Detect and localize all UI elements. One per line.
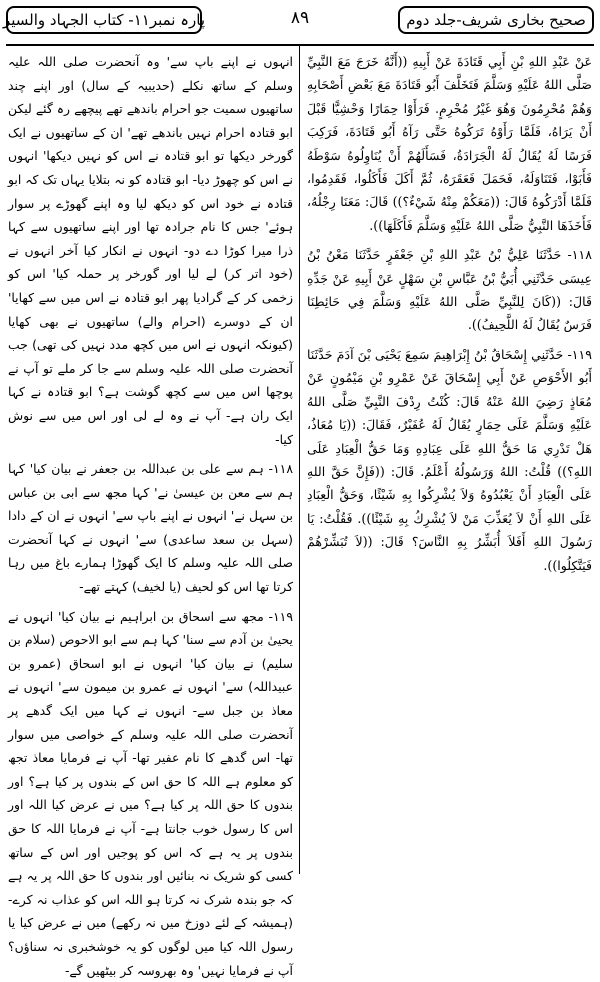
urdu-translation-118: ۱۱۸- ہم سے علی بن عبداللہ بن جعفر نے بیان کیا' کہا ہم سے معن بن عیسیٰ نے' کہا مجھ سے ابی بن عباس بن سہل نے' انہوں نے اپنے باپ سے' انہوں نے ان کے دادا (سہل بن سعد ساعدی) سے' انہوں نے کہا آنحضرت صلی اللہ علیہ وسلم کا ایک گھوڑا ہمارے باغ میں رہا کرتا تھا اس کو لحیف (یا لخیف) کہتے تھے-: [8, 461, 293, 595]
book-page: [2, 4, 594, 978]
book-title: صحیح بخاری شریف-جلد دوم: [398, 6, 594, 34]
section-title: پارہ نمبر۱۱- کتاب الجہاد والسیر: [6, 6, 202, 34]
arabic-hadith-117: عَنْ عَبْدِ اللهِ بْنِ أَبِي قَتَادَةَ عَنْ أَبِيهِ ((أَنَّهُ خَرَجَ مَعَ النَّبِيِّ صَلَّى اللهُ عَلَيْهِ وَسَلَّمَ فَتَخَلَّفَ أَبُو قَتَادَةَ مَعَ بَعْضِ أَصْحَابِهِ وَهُمْ مُحْرِمُونَ وَهُوَ غَيْرُ مُحْرِمٍ. فَرَأَوْا حِمَارًا وَحْشِيًّا قَبْلَ أَنْ يَرَاهُ، فَلَمَّا رَأَوْهُ تَرَكُوهُ حَتَّى رَآهُ أَبُو قَتَادَةَ، فَرَكِبَ فَرَسًا لَهُ يُقَالُ لَهُ الْجَرَادَةُ، فَسَأَلَهُمْ أَنْ يُنَاوِلُوهُ سَوْطَهُ فَأَبَوْا، فَتَنَاوَلَهُ، فَحَمَلَ فَعَقَرَهُ، ثُمَّ أَكَلَ فَأَكَلُوا، فَقَدِمُوا، فَلَمَّا أَدْرَكُوهُ قَالَ: ((مَعَكُمْ مِنْهُ شَيْءٌ؟)) قَالَ: مَعَنَا رِجْلُهُ، فَأَخَذَهَا النَّبِيُّ صَلَّى اللهُ عَلَيْهِ وَسَلَّمَ فَأَكَلَهَا)).: [307, 54, 592, 233]
column-divider: [299, 46, 300, 874]
page-header: [2, 4, 594, 38]
urdu-translation-117: انہوں نے اپنے باپ سے' وہ آنحضرت صلی اللہ علیہ وسلم کے ساتھ نکلے (حدیبیہ کے سال) اور اپنے چند ساتھیوں سمیت جو احرام باندھے تھے پیچھے رہ گئے لیکن ابو قتادہ احرام نہیں باندھے تھے' ان کے ساتھیوں نے ایک گورخر دیکھا تو ابو قتادہ نے اس کو نہیں دیکھا' انہوں نے اس کو چھوڑ دیا- ابو قتادہ کو نہ بتلایا یہاں تک کہ ابو قتادہ نے خود اس کو دیکھ لیا وہ اپنے گھوڑے پر سوار ہوئے' جس کا نام جرادہ تھا اور اپنے ساتھیوں سے کہا ذرا میرا کوڑا دے دو- انہوں نے انکار کیا آخر انہوں نے (خود اتر کر) لے لیا اور گورخر پر حملہ کیا' اس کو زخمی کر کے گرادیا پھر ابو قتادہ نے اس میں سے کھایا' ان کے دوسرے (احرام والے) ساتھیوں نے بھی کھایا (کیونکہ انہوں نے اس میں کچھ مدد نہیں کی تھی) جب آنحضرت صلی اللہ علیہ وسلم سے جا کر ملے تو آپ نے پوچھا اس میں سے کچھ گوشت ہے؟ ابو قتادہ نے کہا ایک ران ہے- آپ نے وہ لے لی اور اس میں سے نوش کیا-: [8, 54, 293, 447]
arabic-hadith-118: ۱۱۸- حَدَّثَنَا عَلِيُّ بْنُ عَبْدِ اللهِ بْنِ جَعْفَرٍ حَدَّثَنَا مَعْنُ بْنُ عِيسَى حَدَّثَنِي أُبَيُّ بْنُ عَبَّاسِ بْنِ سَهْلٍ عَنْ أَبِيهِ عَنْ جَدِّهِ قَالَ: ((كَانَ لِلنَّبِيِّ صَلَّى اللهُ عَلَيْهِ وَسَلَّمَ فِي حَائِطِنَا فَرَسٌ يُقَالُ لَهُ اللَّحِيفُ)).: [307, 247, 592, 333]
arabic-hadith-119: ۱۱۹- حَدَّثَنِي إِسْحَاقُ بْنُ إِبْرَاهِيمَ سَمِعَ يَحْيَى بْنَ آدَمَ حَدَّثَنَا أَبُو الأَحْوَصِ عَنْ أَبِي إِسْحَاقَ عَنْ عَمْرِو بْنِ مَيْمُونٍ عَنْ مُعَاذٍ رَضِيَ اللهُ عَنْهُ قَالَ: كُنْتُ رِدْفَ النَّبِيِّ صَلَّى اللهُ عَلَيْهِ وَسَلَّمَ عَلَى حِمَارٍ يُقَالُ لَهُ عُفَيْرٌ، فَقَالَ: ((يَا مُعَاذُ، هَلْ تَدْرِي مَا حَقُّ اللهِ عَلَى عِبَادِهِ وَمَا حَقُّ الْعِبَادِ عَلَى اللهِ؟)) قُلْتُ: اللهُ وَرَسُولُهُ أَعْلَمُ. قَالَ: ((فَإِنَّ حَقَّ اللهِ عَلَى الْعِبَادِ أَنْ يَعْبُدُوهُ وَلاَ يُشْرِكُوا بِهِ شَيْئًا، وَحَقُّ الْعِبَادِ عَلَى اللهِ أَنْ لاَ يُعَذِّبَ مَنْ لاَ يُشْرِكُ بِهِ شَيْئًا)). فَقُلْتُ: يَا رَسُولَ اللهِ أَفَلاَ أُبَشِّرُ بِهِ النَّاسَ؟ قَالَ: ((لاَ تُبَشِّرْهُمْ فَيَتَّكِلُوا)).: [307, 346, 592, 573]
arabic-column: [307, 50, 592, 874]
urdu-translation-119: ۱۱۹- مجھ سے اسحاق بن ابراہیم نے بیان کیا' انہوں نے یحییٰ بن آدم سے سنا' کہا ہم سے ابو الاحوص (سلام بن سلیم) نے بیان کیا' انہوں نے ابو اسحاق (عمرو بن عبیداللہ) سے' انہوں نے عمرو بن میمون سے' انہوں نے معاذ بن جبل سے- انہوں نے کہا میں ایک گدھے پر آنحضرت صلی اللہ علیہ وسلم کے خواصی میں سوار تھا- اس گدھے کا نام عفیر تھا- آپ نے فرمایا معاذ تجھ کو معلوم ہے اللہ کا حق اس کے بندوں پر کیا ہے؟ اور بندوں کا حق اللہ پر کیا ہے؟ میں نے عرض کیا اللہ اور اس کا رسول خوب جانتا ہے- آپ نے فرمایا اللہ کا حق بندوں پر یہ ہے کہ اس کو پوجیں اور اس کے ساتھ کسی کو شریک نہ بنائیں اور بندوں کا حق اللہ پر یہ ہے کہ جو بندہ شرک نہ کرتا ہو اللہ اس کو عذاب نہ کرے- (ہمیشہ کے لئے دوزخ میں نہ رکھے) میں نے عرض کیا یا رسول اللہ کیا میں لوگوں کو یہ خوشخبری نہ سناؤں؟ آپ نے فرمایا نہیں' وہ بھروسہ کر بیٹھیں گے-: [8, 608, 293, 978]
page-number: ۸۹: [290, 8, 310, 28]
header-rule: [6, 44, 594, 46]
urdu-column: [8, 50, 293, 978]
